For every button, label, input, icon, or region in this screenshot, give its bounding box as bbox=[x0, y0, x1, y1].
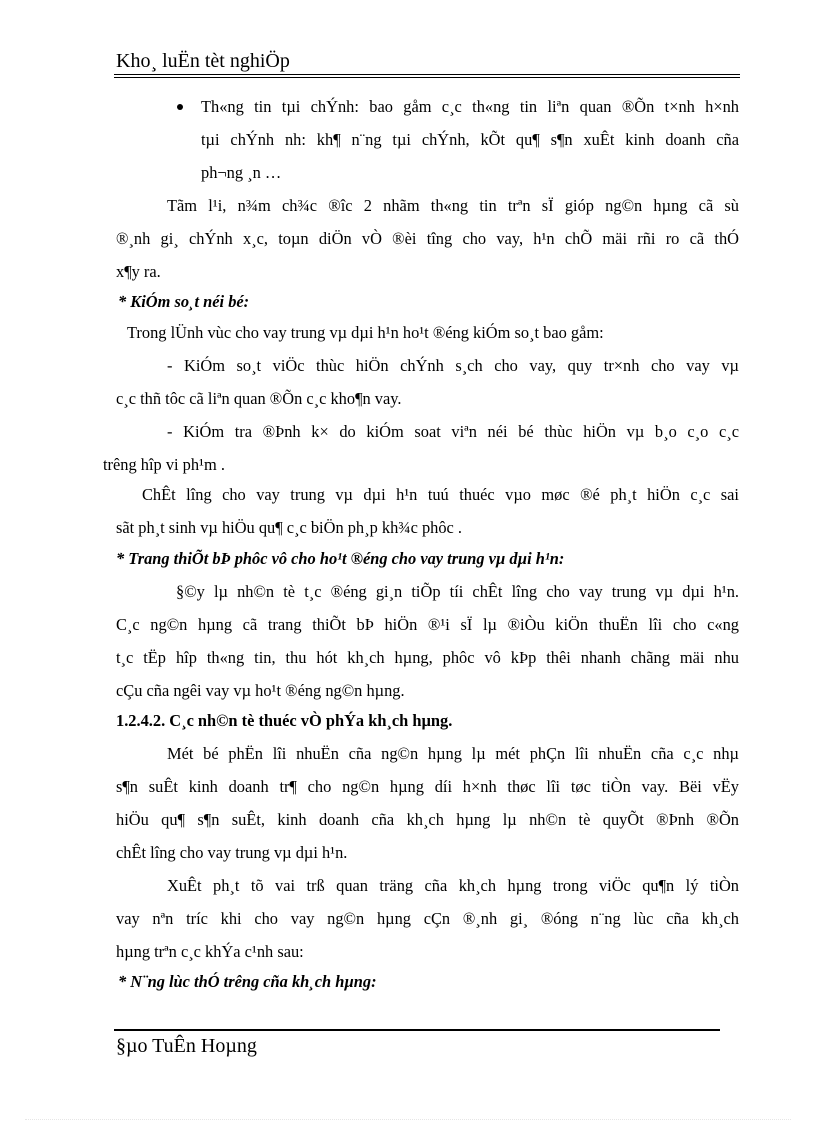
summary-line: x¶y ra. bbox=[116, 262, 161, 281]
internal-control-line: c¸c thñ tôc cã liªn quan ®Õn c¸c kho¶n vay. bbox=[116, 389, 402, 408]
equipment-line: §©y lµ nh©n tè t¸c ®éng gi¸n tiÕp tíi chÊt lîng cho vay trung vµ dµi h¹n. bbox=[176, 582, 739, 601]
heading-legal-capacity: * N¨ng lùc thÓ trêng cña kh¸ch hµng: bbox=[118, 972, 377, 991]
role-line: hµng trªn c¸c khÝa c¹nh sau: bbox=[116, 942, 304, 961]
bullet-line: tµi chÝnh nh: kh¶ n¨ng tµi chÝnh, kÕt qu¶ s¶n xuÊt kinh doanh cña bbox=[201, 130, 739, 149]
heading-internal-control: * KiÓm so¸t néi bé: bbox=[118, 292, 250, 311]
footer-rule bbox=[114, 1029, 720, 1031]
bullet-line: ph¬ng ¸n … bbox=[201, 163, 282, 182]
header-rule-upper bbox=[114, 74, 740, 75]
profit-line: s¶n suÊt kinh doanh tr¶ cho ng©n hµng díi h×nh thøc lîi tøc tiÒn vay. Bëi vËy bbox=[116, 777, 739, 796]
equipment-line: t¸c tËp hîp th«ng tin, thu hót kh¸ch hµng, phôc vô kÞp thêi nhanh chãng mäi nhu bbox=[116, 648, 739, 667]
internal-control-line: Trong lÜnh vùc cho vay trung vµ dµi h¹n ho¹t ®éng kiÓm so¸t bao gåm: bbox=[127, 323, 604, 342]
internal-control-line: ChÊt lîng cho vay trung vµ dµi h¹n tuú thuéc vµo møc ®é ph¸t hiÖn c¸c sai bbox=[142, 485, 739, 504]
profit-line: chÊt lîng cho vay trung vµ dµi h¹n. bbox=[116, 843, 348, 862]
profit-line: Mét bé phËn lîi nhuËn cña ng©n hµng lµ mét phÇn lîi nhuËn cña c¸c nhµ bbox=[167, 744, 739, 763]
equipment-line: cÇu cña ngêi vay vµ ho¹t ®éng ng©n hµng. bbox=[116, 681, 405, 700]
internal-control-line: sãt ph¸t sinh vµ hiÖu qu¶ c¸c biÖn ph¸p kh¾c phôc . bbox=[116, 518, 462, 537]
internal-control-line: - KiÓm tra ®Þnh k× do kiÓm soat viªn néi bé thùc hiÖn vµ b¸o c¸o c¸c bbox=[167, 422, 739, 441]
page-footer-author: §µo TuÊn Hoµng bbox=[116, 1035, 257, 1057]
summary-line: Tãm l¹i, n¾m ch¾c ®îc 2 nhãm th«ng tin trªn sÏ gióp ng©n hµng cã sù bbox=[167, 196, 739, 215]
page-header-title: Kho¸ luËn tèt nghiÖp bbox=[116, 50, 290, 72]
section-title: 1.2.4.2. C¸c nh©n tè thuéc vÒ phÝa kh¸ch hµng. bbox=[116, 711, 453, 730]
summary-line: ®¸nh gi¸ chÝnh x¸c, toµn diÖn vÒ ®èi tîng cho vay, h¹n chÕ mäi rñi ro cã thÓ bbox=[116, 229, 739, 248]
bullet-line: Th«ng tin tµi chÝnh: bao gåm c¸c th«ng tin liªn quan ®Õn t×nh h×nh bbox=[201, 97, 739, 116]
page-edge-dotted-line bbox=[25, 1119, 791, 1120]
profit-line: hiÖu qu¶ s¶n suÊt, kinh doanh cña kh¸ch hµng lµ nh©n tè quyÕt ®Þnh ®Õn bbox=[116, 810, 739, 829]
bullet-dot-icon bbox=[177, 104, 183, 110]
internal-control-line: - KiÓm so¸t viÖc thùc hiÖn chÝnh s¸ch cho vay, quy tr×nh cho vay vµ bbox=[167, 356, 739, 375]
role-line: vay nªn tríc khi cho vay ng©n hµng cÇn ®¸nh gi¸ ®óng n¨ng lùc cña kh¸ch bbox=[116, 909, 739, 928]
equipment-line: C¸c ng©n hµng cã trang thiÕt bÞ hiÖn ®¹i sÏ lµ ®iÒu kiÖn thuËn lîi cho c«ng bbox=[116, 615, 739, 634]
role-line: XuÊt ph¸t tõ vai trß quan träng cña kh¸ch hµng trong viÖc qu¶n lý tiÒn bbox=[167, 876, 739, 895]
internal-control-line: trêng hîp vi ph¹m . bbox=[103, 455, 225, 474]
header-rule-lower bbox=[114, 77, 740, 78]
heading-equipment: * Trang thiÕt bÞ phôc vô cho ho¹t ®éng cho vay trung vµ dµi h¹n: bbox=[116, 549, 565, 568]
